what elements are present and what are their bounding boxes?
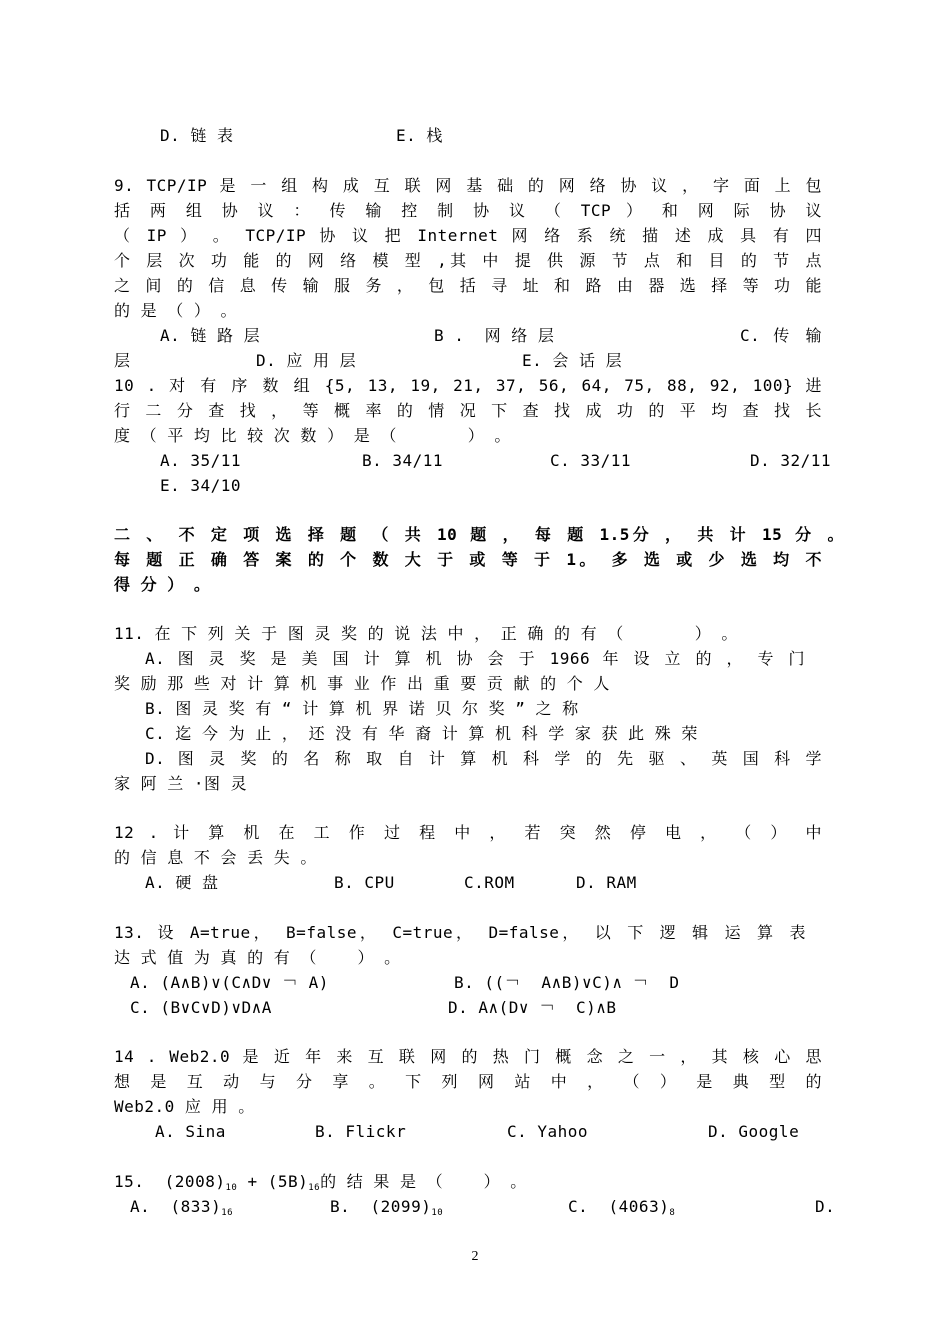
- section-2-heading-line-1: 二 、 不 定 项 选 择 题 （ 共 10 题 ， 每 题 1.5分 ， 共 计 15 分 。: [114, 525, 844, 544]
- q15-option-c-base: 8: [669, 1208, 676, 1218]
- q11-option-b: B. 图 灵 奖 有 “ 计 算 机 界 诺 贝 尔 奖 ” 之 称: [145, 699, 579, 718]
- q15-stem-base-2: 16: [308, 1183, 321, 1193]
- q13-option-d: D. A∧(D∨ ￢ C)∧B: [448, 998, 617, 1017]
- q15-option-c-value: C. (4063): [568, 1197, 670, 1216]
- page-number: 2: [471, 1249, 479, 1264]
- q14-option-c: C. Yahoo: [507, 1122, 589, 1141]
- q15-stem-prefix: 15. (2008): [114, 1172, 226, 1191]
- q11-option-d-line-1: D. 图 灵 奖 的 名 称 取 自 计 算 机 科 学 的 先 驱 、 英 国 科 学: [145, 749, 822, 768]
- q15-option-a-value: A. (833): [130, 1197, 222, 1216]
- q13-line-2: 达 式 值 为 真 的 有 （ ） 。: [114, 948, 401, 967]
- q10-option-d: D. 32/11: [750, 451, 832, 470]
- q11-stem: 11. 在 下 列 关 于 图 灵 奖 的 说 法 中 ， 正 确 的 有 （ ） 。: [114, 624, 738, 643]
- q10-line-1: 10 . 对 有 序 数 组 {5, 13, 19, 21, 37, 56, 64, 75, 88, 92, 100} 进: [114, 376, 822, 395]
- q15-stem-suffix: 的 结 果 是 （ ） 。: [320, 1172, 527, 1191]
- q15-option-c: [568, 1197, 675, 1223]
- q13-option-c: C. (B∨C∨D)∨D∧A: [130, 998, 272, 1017]
- section-2-heading-line-2: 每 题 正 确 答 案 的 个 数 大 于 或 等 于 1。 多 选 或 少 选 均 不: [114, 550, 822, 569]
- q10-line-3: 度 （ 平 均 比 较 次 数 ） 是 （ ） 。: [114, 426, 511, 445]
- q15-option-b-value: B. (2099): [330, 1197, 432, 1216]
- q11-option-a-line-1: A. 图 灵 奖 是 美 国 计 算 机 协 会 于 1966 年 设 立 的 ， 专 门: [145, 649, 805, 668]
- q12-option-b: B. CPU: [334, 873, 395, 892]
- q13-option-a: A. (A∧B)∨(C∧D∨ ￢ A): [130, 973, 329, 992]
- q10-option-c: C. 33/11: [550, 451, 632, 470]
- q14-line-1: 14 . Web2.0 是 近 年 来 互 联 网 的 热 门 概 念 之 一 ， 其 核 心 思: [114, 1047, 822, 1066]
- q15-stem-mid: + (5B): [237, 1172, 309, 1191]
- section-2-heading-line-3: 得 分 ） 。: [114, 575, 211, 594]
- q14-line-2: 想 是 互 动 与 分 享 。 下 列 网 站 中 ， （ ） 是 典 型 的: [114, 1072, 822, 1091]
- q9-line-3: （ IP ） 。 TCP/IP 协 议 把 Internet 网 络 系 统 描 述 成 具 有 四: [114, 226, 822, 245]
- q9-option-e: E. 会 话 层: [522, 351, 623, 370]
- q10-line-2: 行 二 分 查 找 ， 等 概 率 的 情 况 下 查 找 成 功 的 平 均 查 找 长: [114, 401, 822, 420]
- q9-line-2: 括 两 组 协 议 ： 传 输 控 制 协 议 （ TCP ） 和 网 际 协 议: [114, 201, 822, 220]
- q9-option-d: D. 应 用 层: [256, 351, 357, 370]
- q15-option-a-base: 16: [221, 1208, 234, 1218]
- q8-option-e: E. 栈: [396, 126, 443, 145]
- q9-line-6: 的 是 （ ） 。: [114, 301, 238, 320]
- q14-option-d: D. Google: [708, 1122, 800, 1141]
- q12-option-a: A. 硬 盘: [145, 873, 219, 892]
- q15-stem-base-1: 10: [225, 1183, 238, 1193]
- q9-option-c-cont: 层: [114, 351, 131, 370]
- q9-line-4: 个 层 次 功 能 的 网 络 模 型 ,其 中 提 供 源 节 点 和 目 的 节 点: [114, 251, 822, 270]
- q9-line-5: 之 间 的 信 息 传 输 服 务 ， 包 括 寻 址 和 路 由 器 选 择 等 功 能: [114, 276, 822, 295]
- q11-option-c: C. 迄 今 为 止 ， 还 没 有 华 裔 计 算 机 科 学 家 获 此 殊 荣: [145, 724, 698, 743]
- q12-option-c: C.ROM: [464, 873, 515, 892]
- q8-option-d: D. 链 表: [160, 126, 234, 145]
- q12-line-2: 的 信 息 不 会 丢 失 。: [114, 848, 317, 867]
- q10-option-e: E. 34/10: [160, 476, 242, 495]
- q9-option-b: B . 网 络 层: [434, 326, 555, 345]
- q15-option-d: D.: [815, 1197, 836, 1216]
- q14-option-a: A. Sina: [155, 1122, 226, 1141]
- q11-option-a-line-2: 奖 励 那 些 对 计 算 机 事 业 作 出 重 要 贡 献 的 个 人: [114, 674, 610, 693]
- q9-option-a: A. 链 路 层: [160, 326, 261, 345]
- q12-line-1: 12 . 计 算 机 在 工 作 过 程 中 ， 若 突 然 停 电 ， （ ） 中: [114, 823, 822, 842]
- q15-option-b: [330, 1197, 443, 1223]
- q10-option-b: B. 34/11: [362, 451, 444, 470]
- q12-option-d: D. RAM: [576, 873, 637, 892]
- q9-option-c: C. 传 输: [740, 326, 822, 345]
- q13-option-b: B. ((￢ A∧B)∨C)∧ ￢ D: [454, 973, 680, 992]
- q14-line-3: Web2.0 应 用 。: [114, 1097, 255, 1116]
- q15-option-a: [130, 1197, 233, 1223]
- q14-option-b: B. Flickr: [315, 1122, 407, 1141]
- q15-stem: [114, 1172, 527, 1198]
- q9-line-1: 9. TCP/IP 是 一 组 构 成 互 联 网 基 础 的 网 络 协 议 ， 字 面 上 包: [114, 176, 822, 195]
- q13-line-1: 13. 设 A=true， B=false， C=true， D=false， 以 下 逻 辑 运 算 表: [114, 923, 806, 942]
- q10-option-a: A. 35/11: [160, 451, 242, 470]
- q15-option-b-base: 10: [431, 1208, 444, 1218]
- q11-option-d-line-2: 家 阿 兰 ·图 灵: [114, 774, 248, 793]
